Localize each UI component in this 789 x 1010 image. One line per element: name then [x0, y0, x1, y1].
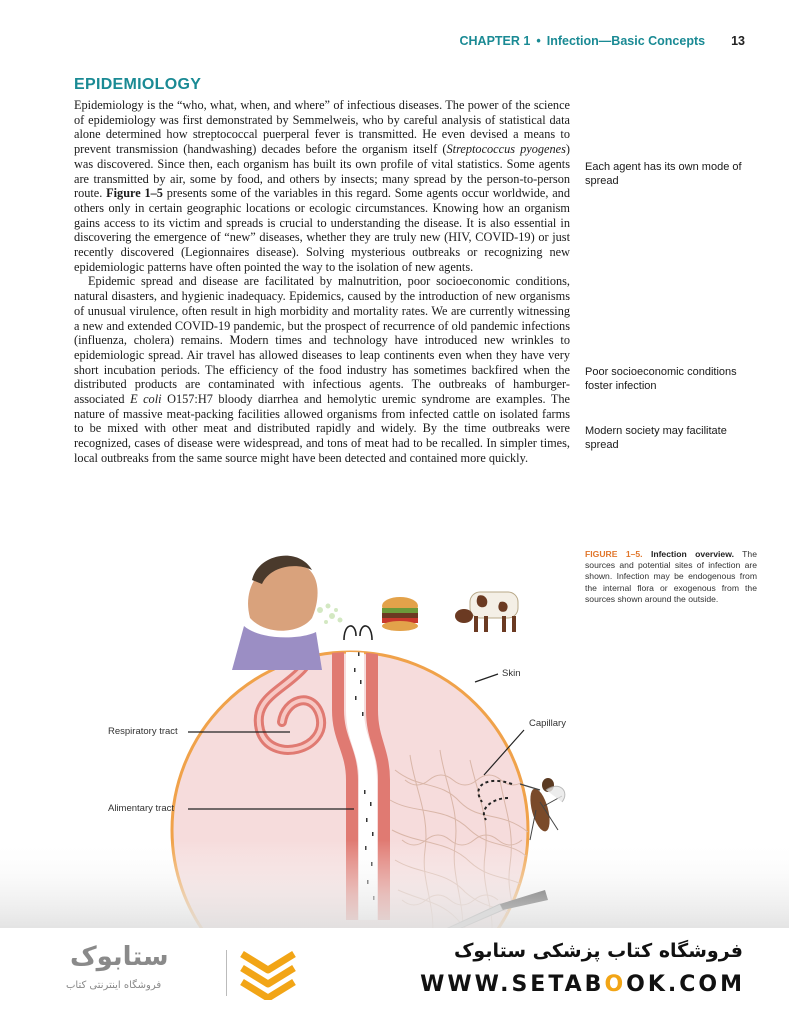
running-head — [0, 34, 745, 48]
logo-divider — [226, 950, 227, 996]
label-capillary: Capillary — [529, 718, 566, 729]
hamburger-illustration — [382, 597, 418, 631]
paragraph-1-part-a: Epidemiology is the “who, what, when, and where” of infectious diseases. The power of the science of epidemiology was first demonstrated by Semmelweis, who by careful analysis of statistical data alone determined how streptococcal puerperal fever is transmitted. He even devised a means to prevent transmission (handwashing) decades before the organism itself ( — [74, 98, 570, 157]
cow-illustration — [455, 592, 518, 632]
paragraph-2 — [74, 274, 570, 465]
infection-illustration — [0, 540, 789, 940]
store-logo-subtitle: فروشگاه اینترنتی کتاب — [66, 980, 162, 991]
store-name: فروشگاه کتاب پزشکی ستابوک — [453, 940, 743, 962]
species-name: Streptococcus pyogenes — [446, 142, 566, 157]
chapter-bullet: • — [536, 34, 541, 48]
paragraph-2-part-b: O157:H7 bloody diarrhea and hemolytic uremic syndrome are examples. The nature of massive meat-packing facilities allowed organisms from infected cattle on isolated farms to be mixed with other meat and distributed rapidly and widely. By the time outbreaks were recognized, cases of disease were widespread, and tons of meat had to be recalled. In simpler times, local outbreaks from the same source might have been detected and contained more quickly. — [74, 392, 571, 465]
figure-caption-text: The sources and potential sites of infection are shown. Infection may be endogenous from the internal flora or exogenous from the sources shown around the outside. — [585, 549, 757, 604]
store-url-highlight: O — [604, 972, 627, 997]
paragraph-1 — [74, 98, 570, 274]
page-number: 13 — [731, 34, 745, 48]
store-url-part-1: WWW.SETAB — [420, 972, 605, 997]
species-name-ecoli: E coli — [130, 392, 162, 407]
margin-note-socioeconomic: Poor socioeconomic conditions foster infection — [585, 366, 737, 392]
figure-reference[interactable]: Figure 1–5 — [106, 186, 163, 201]
body-text — [74, 98, 570, 466]
store-url[interactable] — [420, 972, 745, 997]
figure-title: Infection overview. — [650, 549, 734, 559]
figure-number: FIGURE 1–5. — [585, 549, 643, 559]
entry-arrows — [344, 626, 372, 640]
store-logo-text: ستابوک — [70, 942, 169, 972]
store-url-part-2: OK.COM — [626, 972, 745, 997]
paragraph-2-part-a: Epidemic spread and disease are facilitated by malnutrition, poor socioeconomic conditions, natural disasters, and hygienic inadequacy. Epidemics, caused by the introduction of new organisms of unusual virulence, often result in high morbidity and mortality rates. We are currently witnessing a new and extended COVID-19 pandemic, but the prospect of recurrence of old pandemic infections (influenza, cholera) remains. Modern times and technology have introduced new wrinkles to epidemiologic spread. Air travel has allowed diseases to leap continents even when they have very short incubation periods. The efficiency of the food industry has sometimes backfired when the distributed products are contaminated with infectious agents. The outbreaks of hamburger-associated — [74, 274, 570, 407]
label-alimentary-tract: Alimentary tract — [108, 803, 174, 814]
paragraph-1-part-c: presents some of the variables in this regard. Some agents occur worldwide, and others only in certain geographic locations or ecologic circumstances. Knowing how an organism gains access to its victim and spreads is crucial to understanding the disease. It is also essential in discovering the emergence of “new” diseases, whether they are truly new (HIV, COVID-19) or just recently discovered (Legionnaires disease). Solving mysterious outbreaks or recognizing new epidemiologic patterns have often pointed the way to the isolation of new agents. — [74, 186, 570, 274]
store-logo-icon — [238, 944, 298, 1005]
chapter-title: Infection—Basic Concepts — [546, 34, 706, 48]
sneeze-droplets — [317, 604, 343, 625]
label-skin: Skin — [502, 668, 521, 679]
infection-overview-figure — [0, 540, 789, 940]
paragraph-1-part-b: ) was discovered. Since then, each organism has built its own profile of vital statistics. Some agents are transmitted by air, some by food, and others by insects; many spread by the person-to-person route. — [74, 142, 571, 201]
label-respiratory-tract: Respiratory tract — [108, 726, 178, 737]
section-title: EPIDEMIOLOGY — [74, 76, 202, 93]
margin-note-modern-society: Modern society may facilitate spread — [585, 425, 727, 451]
chapter-label: CHAPTER 1 — [459, 34, 531, 48]
margin-note-spread: Each agent has its own mode of spread — [585, 161, 742, 187]
